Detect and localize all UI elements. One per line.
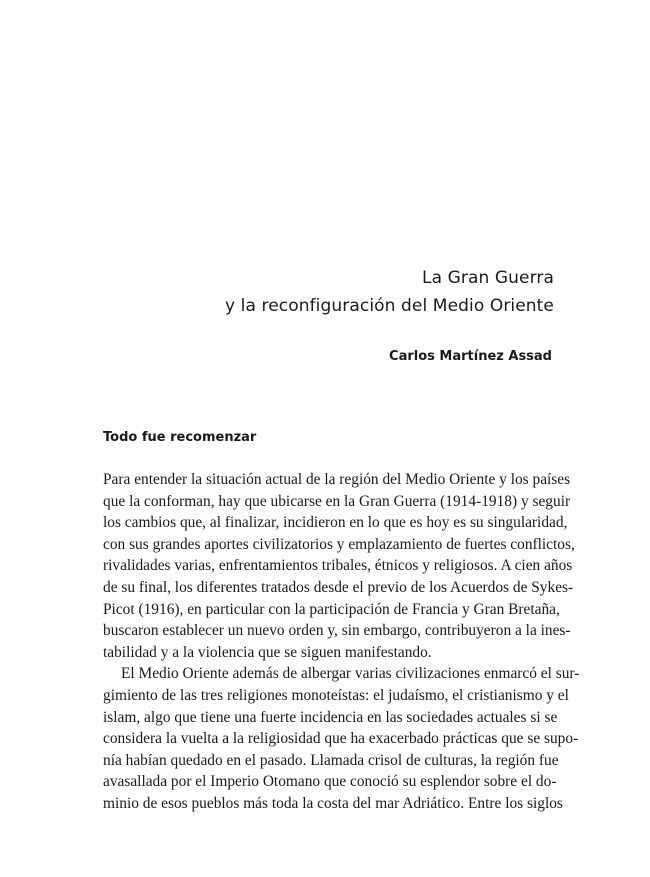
paragraph-line: buscaron establecer un nuevo orden y, sin embargo, contribuyeron a la ines- [103,622,571,640]
chapter-title-line-2: y la reconfiguración del Medio Oriente [224,296,554,316]
author-name: Carlos Martínez Assad [389,349,552,364]
paragraph-line: considera la vuelta a la religiosidad que ha exacerbado prácticas que se supo- [103,730,579,748]
paragraph-line: nía habían quedado en el pasado. Llamada crisol de culturas, la región fue [103,751,559,769]
section-heading: Todo fue recomenzar [103,430,257,445]
chapter-title-line-1: La Gran Guerra [422,268,554,288]
paragraph-line: que la conforman, hay que ubicarse en la Gran Guerra (1914-1918) y seguir [103,492,571,510]
paragraph-line: rivalidades varias, enfrentamientos tribales, étnicos y religiosos. A cien años [103,557,573,575]
paragraph-line: tabilidad y a la violencia que se siguen manifestando. [103,643,432,661]
paragraph-line: gimiento de las tres religiones monoteístas: el judaísmo, el cristianismo y el [103,686,569,704]
paragraph-line: Para entender la situación actual de la región del Medio Oriente y los países [103,471,571,488]
paragraph-line: avasallada por el Imperio Otomano que conoció su esplendor sobre el do- [103,773,557,791]
paragraph-line: Picot (1916), en particular con la participación de Francia y Gran Bretaña, [103,600,560,618]
paragraph-line: con sus grandes aportes civilizatorios y emplazamiento de fuertes conflictos, [103,535,575,553]
paragraph-line: minio de esos pueblos más toda la costa del mar Adriático. Entre los siglos [103,794,563,812]
paragraph-line: de su final, los diferentes tratados desde el previo de los Acuerdos de Sykes- [103,578,574,596]
chapter-title [225,264,554,320]
paragraph-2 [103,663,580,814]
paragraph-line: El Medio Oriente además de albergar varias civilizaciones enmarcó el sur- [121,665,580,683]
body-text [103,469,580,815]
paragraph-line: los cambios que, al finalizar, incidieron en lo que es hoy es su singularidad, [103,514,568,532]
paragraph-line: islam, algo que tiene una fuerte incidencia en las sociedades actuales si se [103,708,558,726]
paragraph-1 [103,469,575,663]
